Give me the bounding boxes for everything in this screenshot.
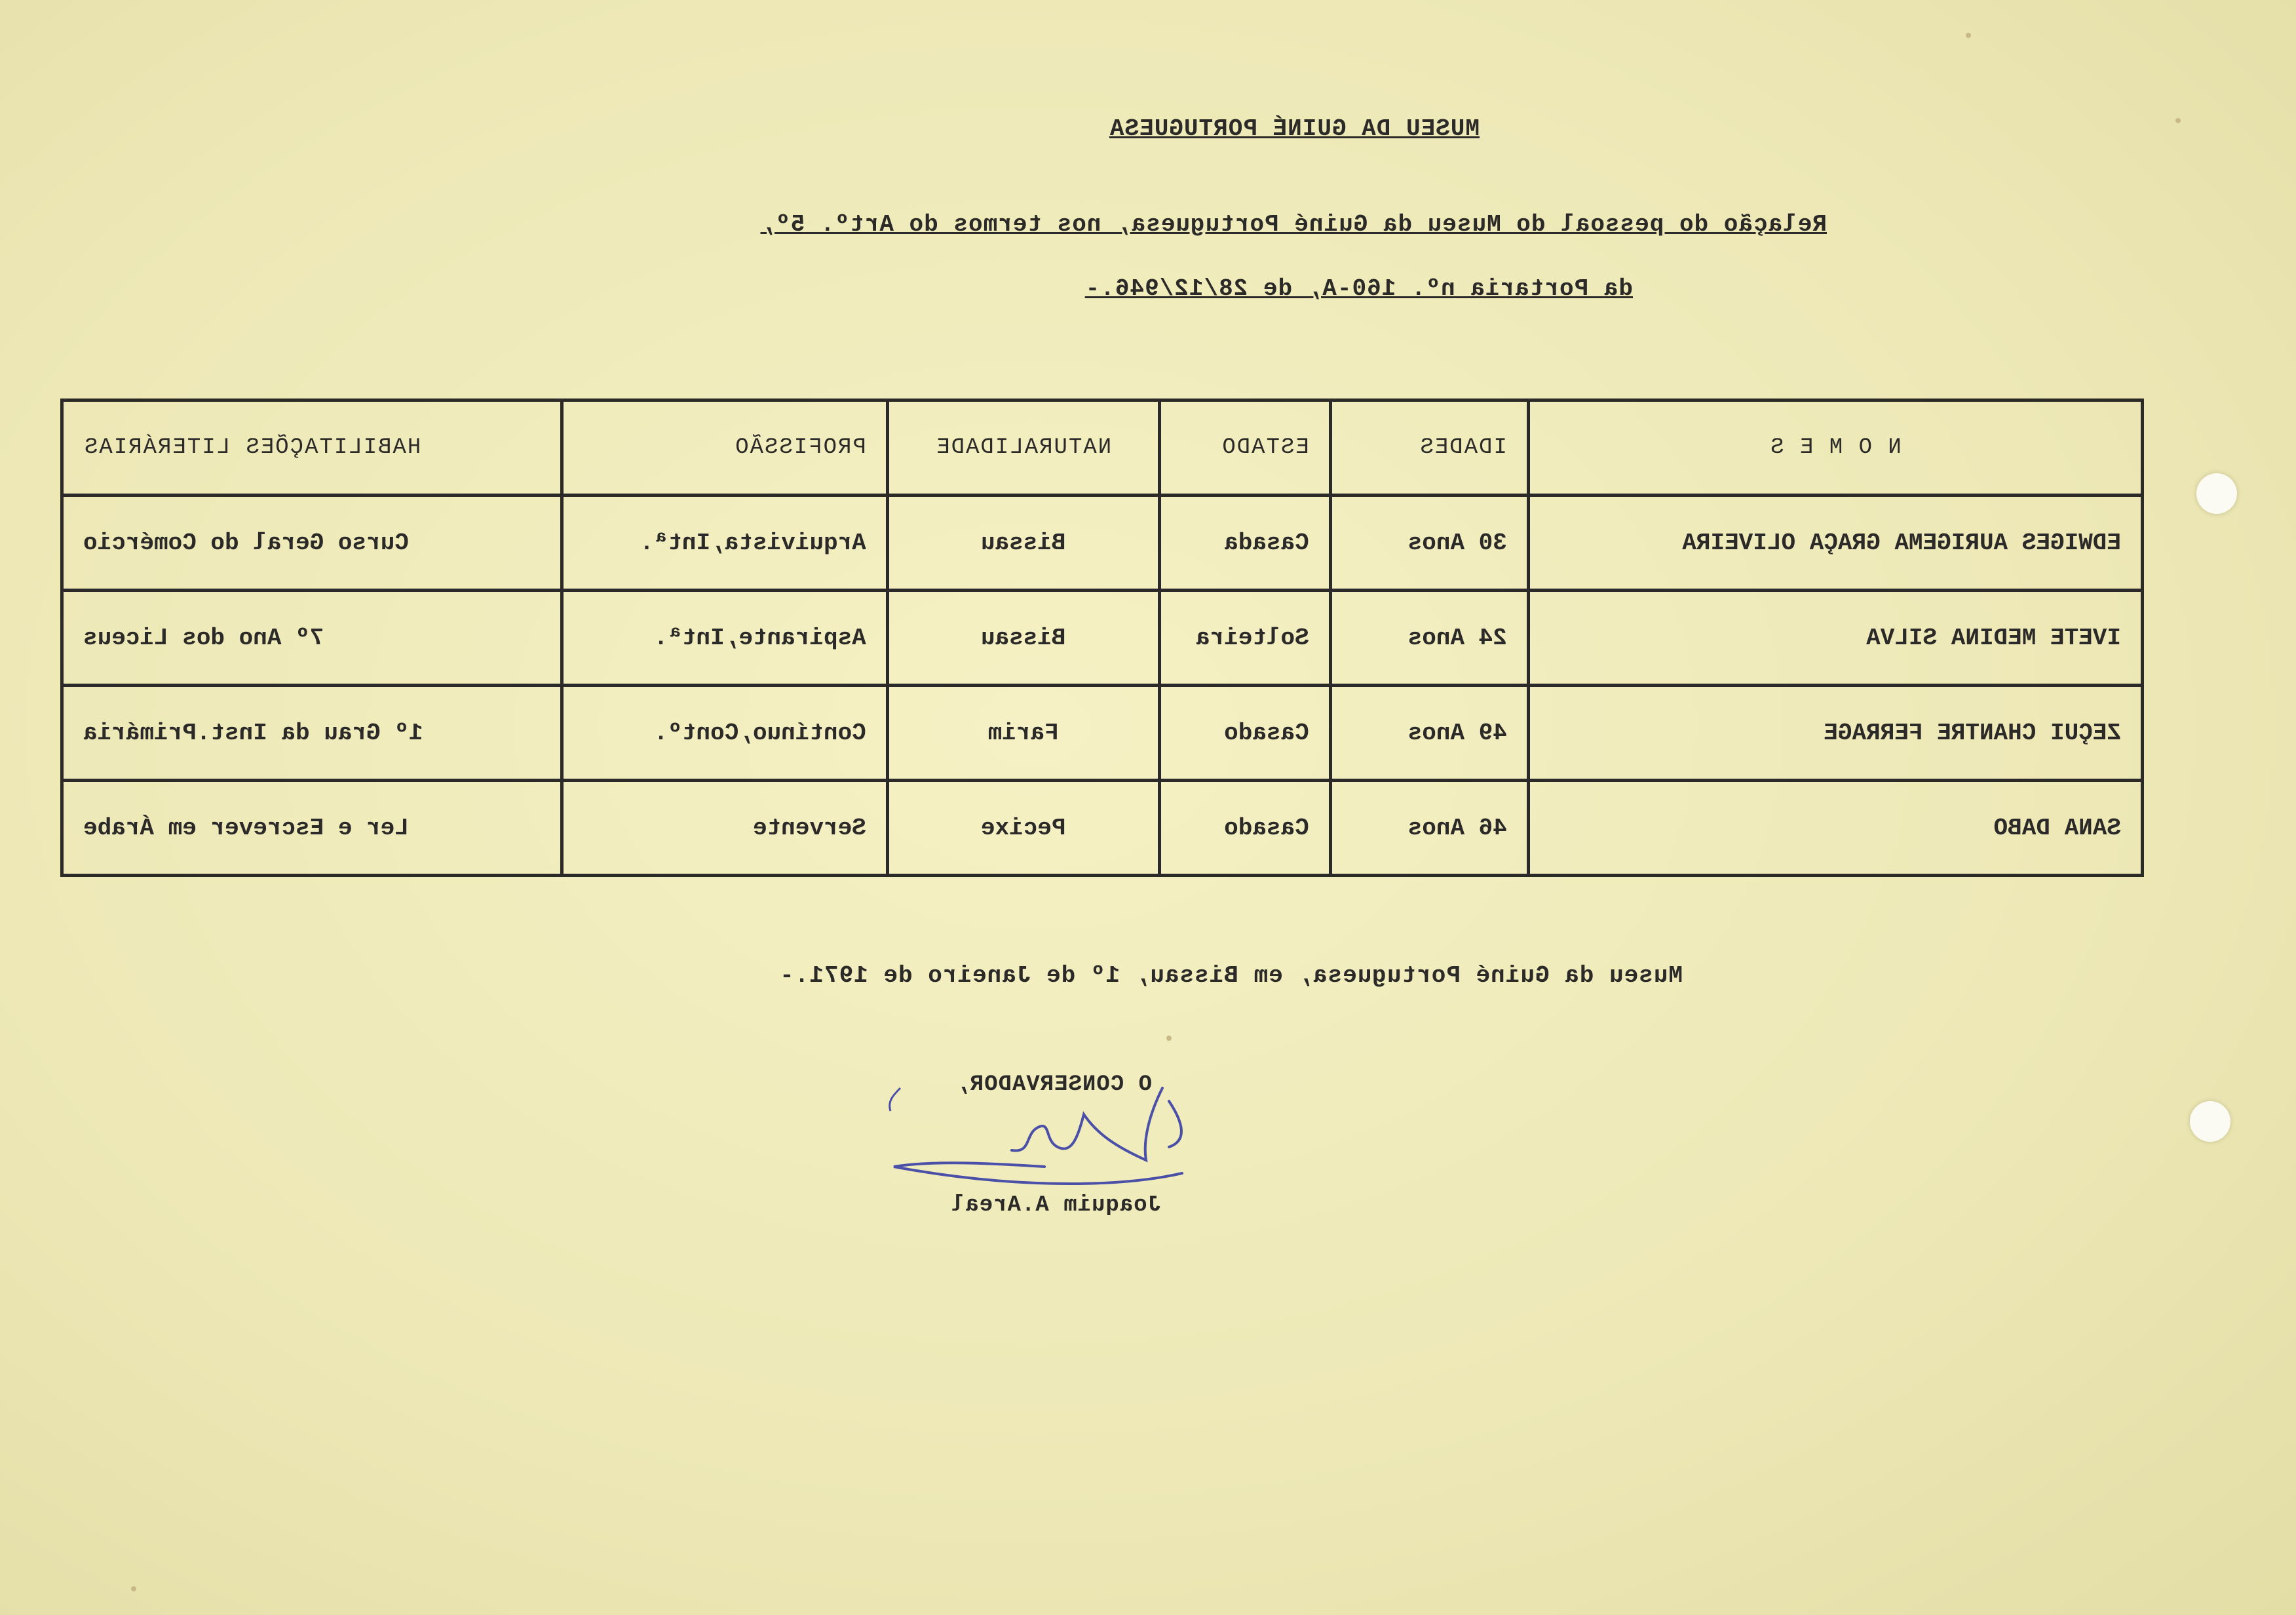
- closing-line: Museu da Guiné Portuguesa, em Bissau, 1º de Janeiro de 1971.-: [779, 962, 1683, 989]
- personnel-table: [60, 399, 2144, 877]
- cell-nome: ZEÇUI CHANTRE FERRAGE: [1528, 686, 2142, 781]
- table-row: [62, 591, 2143, 686]
- cell-idade: 49 Anos: [1330, 686, 1528, 781]
- table-row: [62, 686, 2143, 781]
- document-subtitle-line-1: Relação do pessoal do Museu da Guiné Portuguesa, nos termos do Artº. 5º,: [760, 211, 1827, 238]
- cell-estado: Solteira: [1159, 591, 1330, 686]
- table-row: [62, 496, 2143, 591]
- cell-habilitacoes: Curso Geral do Comércio: [62, 496, 562, 591]
- cell-profissao: Arquivista,Intª.: [562, 496, 888, 591]
- signature-stroke: [894, 1088, 1182, 1184]
- cell-profissao: Servente: [562, 781, 888, 876]
- cell-profissao: Contínuo,Contº.: [562, 686, 888, 781]
- cell-naturalidade: Pecixe: [887, 781, 1159, 876]
- cell-nome: IVETE MEDINA SILVA: [1528, 591, 2142, 686]
- cell-idade: 30 Anos: [1330, 496, 1528, 591]
- handwritten-signature: [868, 1075, 1208, 1193]
- cell-estado: Casado: [1159, 686, 1330, 781]
- cell-profissao: Aspirante,Intª.: [562, 591, 888, 686]
- table-header-row: [62, 400, 2143, 496]
- cell-nome: EDWIGES AURIGEMA GRAÇA OLIVEIRA: [1528, 496, 2142, 591]
- cell-idade: 46 Anos: [1330, 781, 1528, 876]
- cell-estado: Casada: [1159, 496, 1330, 591]
- signatory-name: Joaquim A.Areal: [950, 1193, 1161, 1218]
- header-nomes: N O M E S: [1528, 400, 2142, 496]
- cell-naturalidade: Farim: [887, 686, 1159, 781]
- header-estado: ESTADO: [1159, 400, 1330, 496]
- document-title: MUSEU DA GUINÉ PORTUGUESA: [1109, 115, 1480, 142]
- cell-habilitacoes: 7º Ano dos Liceus: [62, 591, 562, 686]
- header-profissao: PROFISSÃO: [562, 400, 888, 496]
- signature-tick: [890, 1088, 900, 1111]
- cell-naturalidade: Bissau: [887, 496, 1159, 591]
- cell-habilitacoes: 1º Grau da Inst.Primária: [62, 686, 562, 781]
- cell-estado: Casado: [1159, 781, 1330, 876]
- cell-habilitacoes: Ler e Escrever em Árabe: [62, 781, 562, 876]
- cell-idade: 24 Anos: [1330, 591, 1528, 686]
- header-habilitacoes: HABILITAÇÕES LITERÁRIAS: [62, 400, 562, 496]
- document-subtitle-line-2: da Portaria nº. 160-A, de 28/12/946.-: [1084, 275, 1633, 302]
- cell-nome: SANA DABO: [1528, 781, 2142, 876]
- table-row: [62, 781, 2143, 876]
- header-naturalidade: NATURALIDADE: [887, 400, 1159, 496]
- signatory-role: O CONSERVADOR,: [955, 1072, 1152, 1097]
- cell-naturalidade: Bissau: [887, 591, 1159, 686]
- header-idades: IDADES: [1330, 400, 1528, 496]
